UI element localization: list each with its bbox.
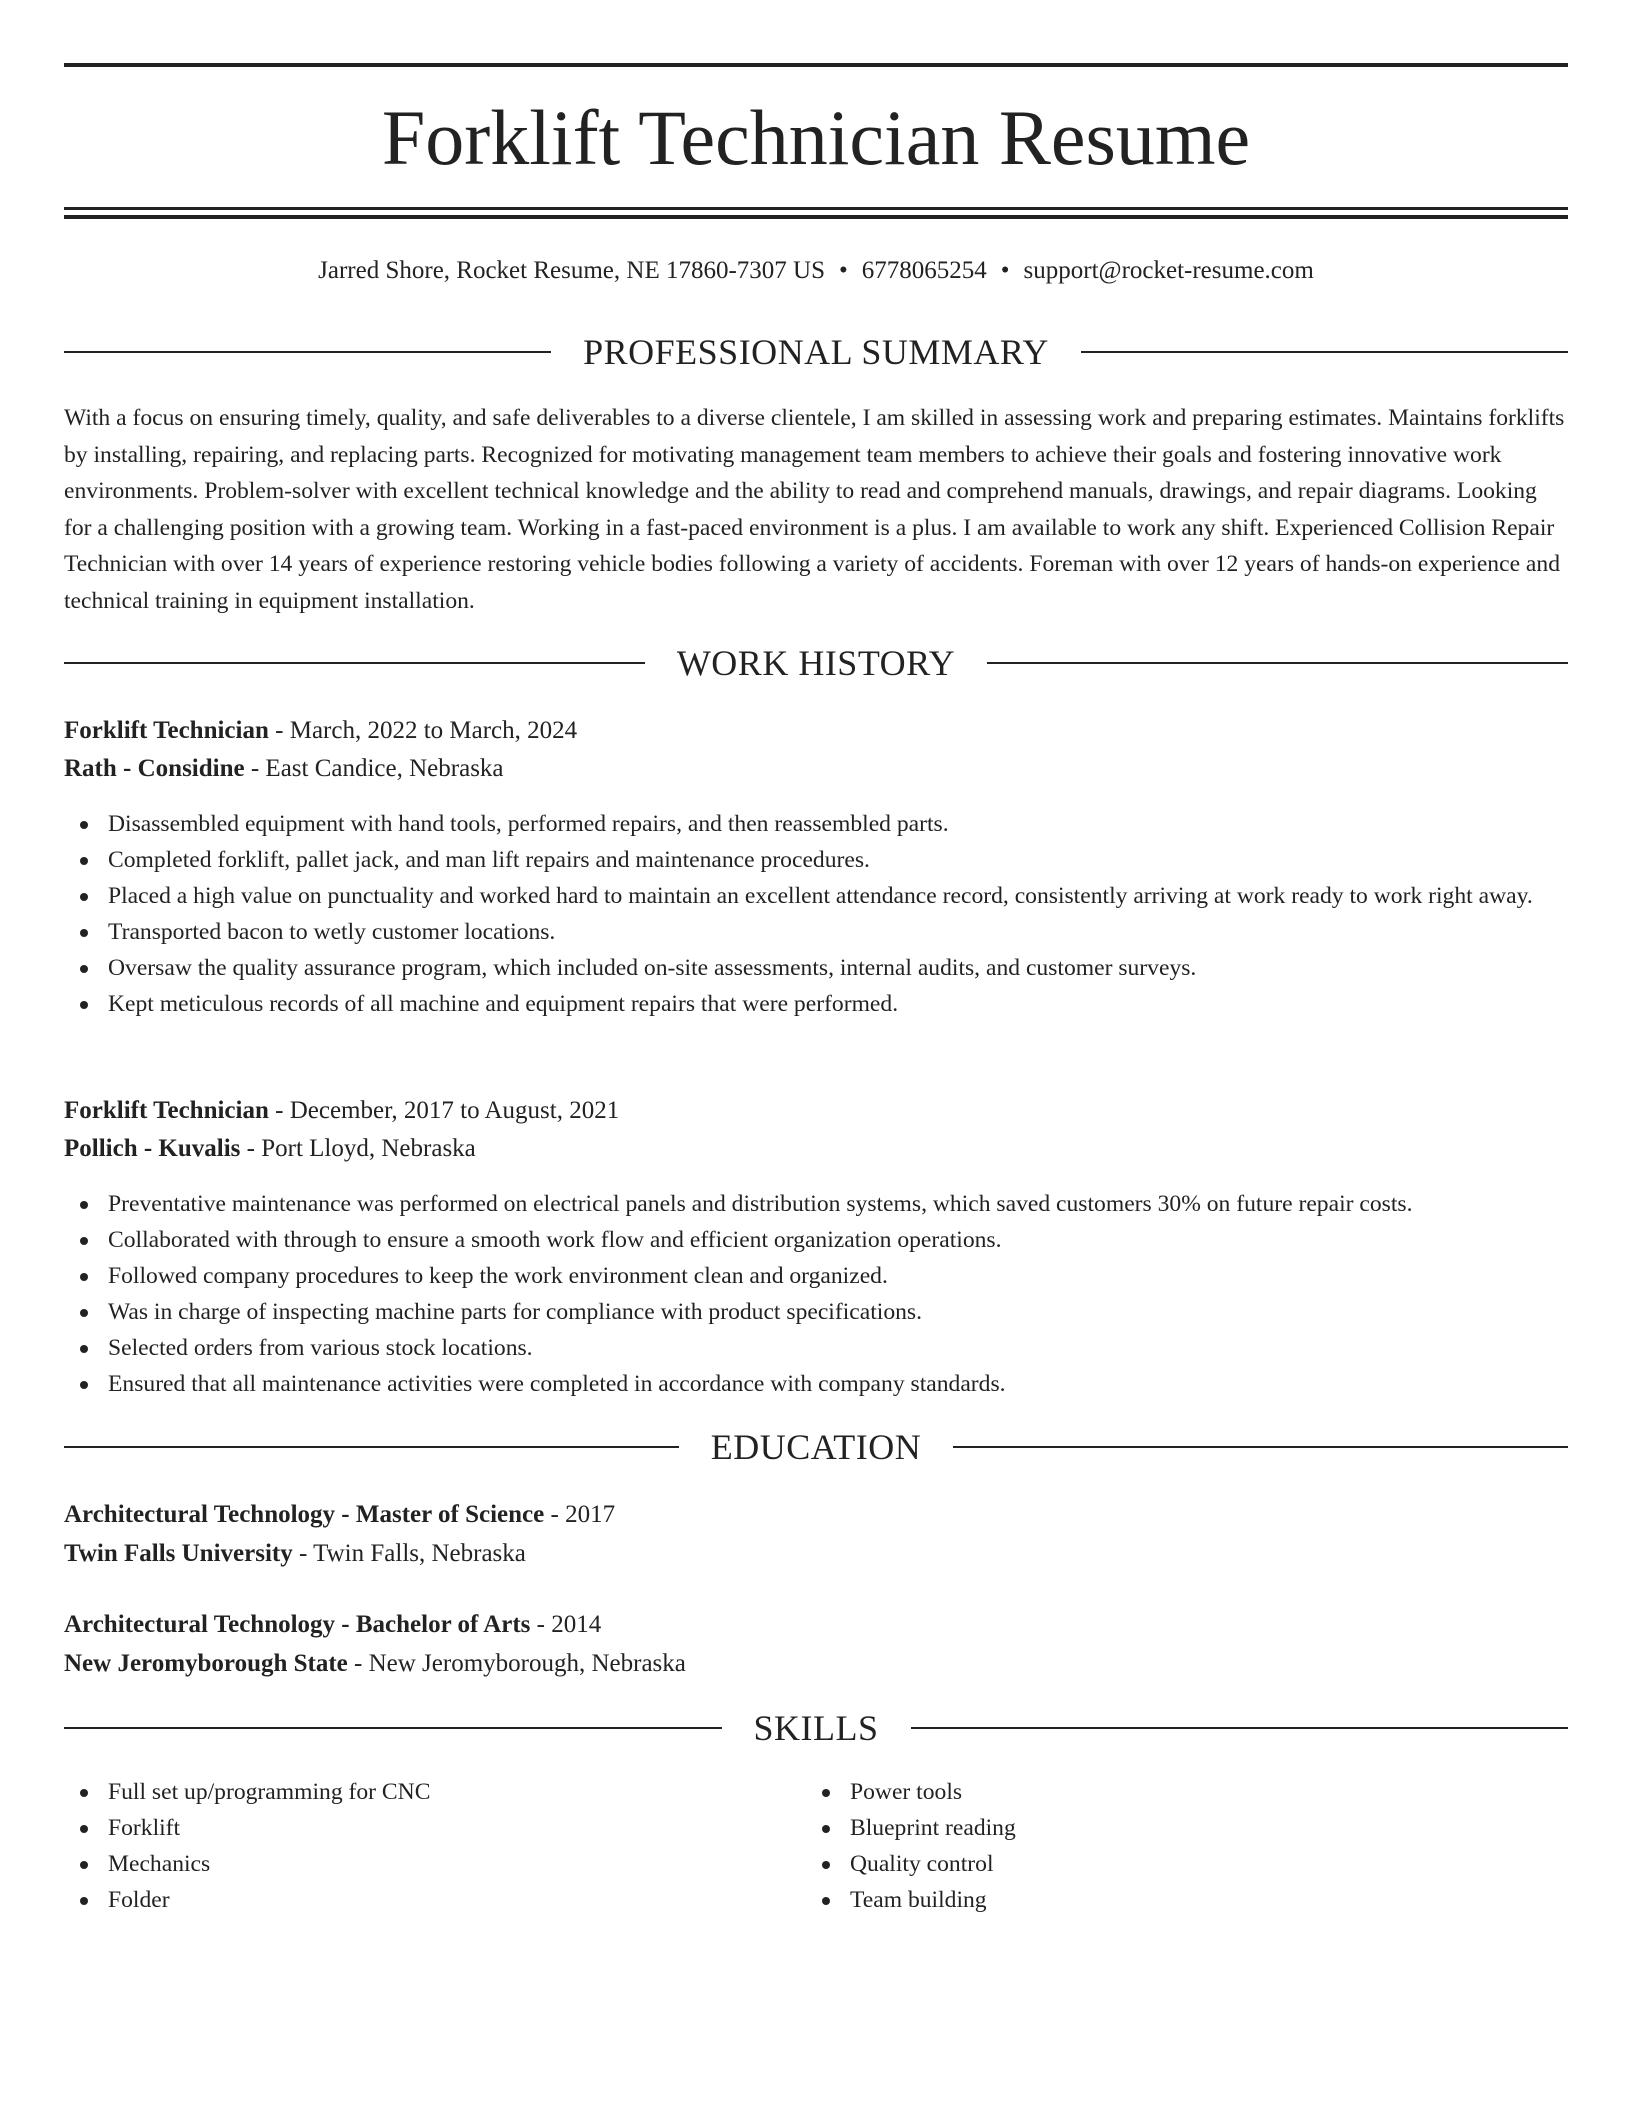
list-item: Ensured that all maintenance activities were completed in accordance with company standards. <box>64 1366 1568 1402</box>
job-title-line <box>64 1092 1568 1130</box>
list-item: Placed a high value on punctuality and worked hard to maintain an excellent attendance record, consistently arriving at work ready to work right away. <box>64 878 1568 914</box>
job-dates: - December, 2017 to August, 2021 <box>268 1097 620 1124</box>
education-degree-line <box>64 1606 1568 1644</box>
skills-list-right <box>806 1774 1632 1918</box>
education-year: - 2017 <box>544 1501 616 1528</box>
job-location: - East Candice, Nebraska <box>244 755 504 782</box>
professional-summary: With a focus on ensuring timely, quality, and safe deliverables to a diverse clientele, I am skilled in assessing work and preparing estimates. Maintains forklifts by installing, repairing, and replacing parts. Recognized for motivating management team members to achieve their goals and fostering innovative work environments. Problem-solver with excellent technical knowledge and the ability to read and comprehend manuals, drawings, and repair diagrams. Looking for a challenging position with a growing team. Working in a fast-paced environment is a plus. I am available to work any shift. Experienced Collision Repair Technician with over 14 years of experience restoring vehicle bodies following a variety of accidents. Foreman with over 12 years of hands-on experience and technical training in equipment installation. <box>64 405 1565 614</box>
skill-item: Quality control <box>806 1846 1632 1882</box>
section-heading-summary <box>64 332 1568 372</box>
title-rule-upper <box>64 207 1568 210</box>
skill-item: Power tools <box>806 1774 1632 1810</box>
list-item: Kept meticulous records of all machine and equipment repairs that were performed. <box>64 986 1568 1022</box>
list-item: Completed forklift, pallet jack, and man lift repairs and maintenance procedures. <box>64 842 1568 878</box>
contact-line <box>64 252 1568 290</box>
list-item: Preventative maintenance was performed on electrical panels and distribution systems, which saved customers 30% on future repair costs. <box>64 1186 1568 1222</box>
job-title-line <box>64 712 1568 750</box>
heading-rule <box>64 1727 722 1729</box>
skill-item: Forklift <box>64 1810 1568 1846</box>
section-heading-label: WORK HISTORY <box>676 643 956 683</box>
skill-item: Blueprint reading <box>806 1810 1632 1846</box>
education-degree-line <box>64 1496 1568 1534</box>
contact-separator: • <box>839 257 848 284</box>
list-item: Oversaw the quality assurance program, which included on-site assessments, internal audits, and customer surveys. <box>64 950 1568 986</box>
contact-separator: • <box>1000 257 1010 284</box>
list-item: Collaborated with through to ensure a smooth work flow and efficient organization operations. <box>64 1222 1568 1258</box>
job-company: Rath - Considine <box>64 755 245 782</box>
job-company-line <box>64 1130 1568 1168</box>
list-item: Followed company procedures to keep the work environment clean and organized. <box>64 1258 1568 1294</box>
skill-item: Mechanics <box>64 1846 1568 1882</box>
heading-rule <box>987 662 1568 664</box>
contact-phone: 6778065254 <box>861 257 987 284</box>
list-item: Was in charge of inspecting machine parts for compliance with product specifications. <box>64 1294 1568 1330</box>
section-heading-education <box>64 1427 1568 1467</box>
section-heading-label: PROFESSIONAL SUMMARY <box>583 332 1049 372</box>
education-school: New Jeromyborough State <box>64 1650 348 1677</box>
job-dates: - March, 2022 to March, 2024 <box>268 717 578 744</box>
list-item: Disassembled equipment with hand tools, performed repairs, and then reassembled parts. <box>64 806 1568 842</box>
job-company: Pollich - Kuvalis <box>64 1135 241 1162</box>
education-degree: Architectural Technology - Master of Science <box>64 1501 545 1528</box>
top-rule <box>64 63 1568 67</box>
job-bullets <box>64 1186 1568 1402</box>
education-school-line <box>64 1535 1568 1573</box>
resume-title: Forklift Technician Resume <box>381 94 1251 181</box>
section-heading-label: EDUCATION <box>710 1427 922 1467</box>
job-company-line <box>64 750 1568 788</box>
section-heading-work <box>64 643 1568 683</box>
heading-rule <box>64 351 551 353</box>
title-rule-lower <box>64 215 1568 219</box>
job-role: Forklift Technician <box>64 1097 269 1124</box>
heading-rule <box>1081 351 1568 353</box>
education-year: - 2014 <box>530 1611 602 1638</box>
list-item: Selected orders from various stock locations. <box>64 1330 1568 1366</box>
skill-item: Team building <box>806 1882 1632 1918</box>
heading-rule <box>911 1727 1569 1729</box>
heading-rule <box>64 662 645 664</box>
skill-item: Full set up/programming for CNC <box>64 1774 1568 1810</box>
section-heading-skills <box>64 1708 1568 1748</box>
heading-rule <box>64 1446 679 1448</box>
contact-address: Jarred Shore, Rocket Resume, NE 17860-7307 US <box>318 257 826 284</box>
list-item: Transported bacon to wetly customer locations. <box>64 914 1568 950</box>
heading-rule <box>953 1446 1568 1448</box>
education-location: - New Jeromyborough, Nebraska <box>347 1650 686 1677</box>
education-degree: Architectural Technology - Bachelor of Arts <box>64 1611 531 1638</box>
education-school: Twin Falls University <box>64 1540 293 1567</box>
job-location: - Port Lloyd, Nebraska <box>240 1135 476 1162</box>
skill-item: Folder <box>64 1882 1568 1918</box>
section-heading-label: SKILLS <box>753 1708 879 1748</box>
education-location: - Twin Falls, Nebraska <box>292 1540 526 1567</box>
education-school-line <box>64 1645 1568 1683</box>
job-role: Forklift Technician <box>64 717 269 744</box>
contact-email: support@rocket-resume.com <box>1023 257 1314 284</box>
job-bullets <box>64 806 1568 1022</box>
